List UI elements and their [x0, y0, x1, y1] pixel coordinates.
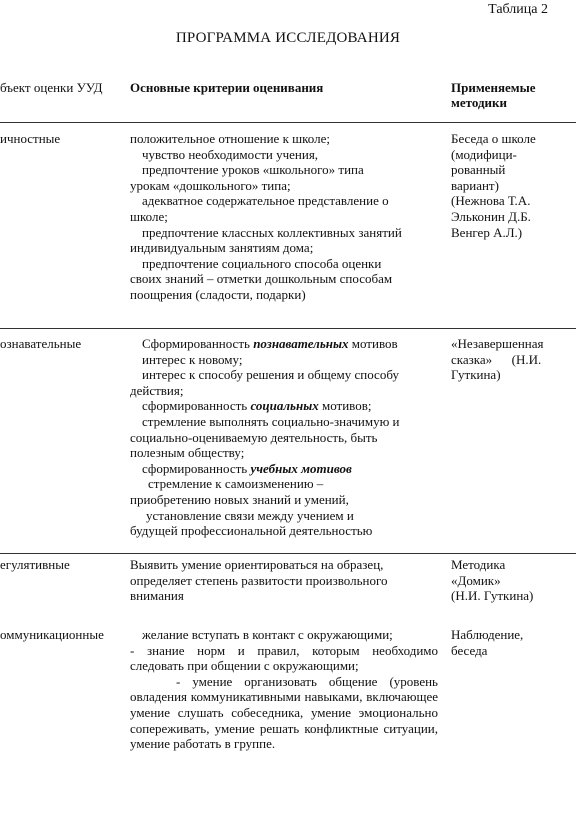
row-3-methods [451, 557, 569, 604]
row-1-criteria-line: чувство необходимости учения, [142, 146, 319, 162]
table-caption: Таблица 2 [488, 2, 548, 17]
row-1-methods-line: Венгер А.Л.) [451, 224, 523, 240]
row-2-criteria-line: полезным обществу; [130, 445, 245, 461]
row-2-criteria-line: стремление выполнять социально-значимую и [142, 413, 400, 429]
row-2-criteria-line: установление связи между учением и [146, 507, 354, 523]
row-1-methods-line: (Нежнова Т.А. [451, 193, 531, 209]
row-1-methods-line: вариант) [451, 177, 499, 193]
row-2-text: сформированность [142, 460, 251, 476]
row-divider [0, 328, 576, 329]
row-2-text: сформированность [142, 398, 251, 414]
row-2-text: мотивов [348, 336, 398, 351]
row-1-methods-line: Беседа о школе [451, 131, 536, 146]
header-criteria: Основные критерии оценивания [130, 80, 324, 95]
row-2-methods-line: «Незавершенная [451, 336, 544, 351]
row-3-criteria-line: внимания [130, 588, 184, 604]
row-1-criteria-line: адекватное содержательное представление о [142, 193, 389, 209]
row-1-criteria-line: предпочтение уроков «школьного» типа [142, 162, 364, 178]
header-methods [451, 80, 571, 110]
row-2-emphasis: социальных [250, 398, 319, 414]
row-2-object: ознавательные [0, 336, 82, 351]
row-1-criteria-line: индивидуальным занятиям дома; [130, 240, 314, 256]
row-1-criteria-line: предпочтение классных коллективных занятий [142, 224, 402, 240]
row-2-text: мотивов; [318, 398, 372, 414]
row-3-methods-line: «Домик» [451, 572, 501, 588]
row-1-criteria-line: школе; [130, 208, 168, 224]
row-3-object: егулятивные [0, 557, 70, 572]
row-2-methods-line: сказка» (Н.И. [451, 351, 542, 367]
row-4-methods [451, 627, 569, 658]
row-1-methods-line: рованный [451, 162, 506, 178]
row-divider [0, 553, 576, 554]
row-2-criteria-line: интерес к способу решения и общему способу [142, 367, 399, 383]
row-1-object: ичностные [0, 131, 61, 146]
row-3-criteria [130, 557, 438, 604]
row-2-emphasis: учебных мотивов [250, 460, 352, 476]
row-4-criteria [130, 627, 438, 752]
row-2-criteria-line: будущей профессиональной деятельностью [130, 523, 373, 539]
row-2-criteria-line: приобретению новых знаний и умений, [130, 491, 349, 507]
row-2-methods [451, 336, 569, 383]
header-methods-line-2: методики [451, 95, 508, 110]
row-1-criteria-line: урокам «дошкольного» типа; [130, 177, 291, 193]
page-title: ПРОГРАММА ИССЛЕДОВАНИЯ [175, 30, 401, 46]
row-1-criteria-line: своих знаний – отметки дошкольным способам [130, 271, 393, 287]
row-4-criteria-line: - знание норм и правил, которым необходимо следовать при общении с окружающими; [130, 642, 438, 674]
row-1-criteria-line: предпочтение социального способа оценки [142, 255, 382, 271]
header-object: бъект оценки УУД [0, 80, 103, 95]
row-3-methods-line: Методика [451, 557, 506, 572]
row-1-criteria-line: поощрения (сладости, подарки) [130, 286, 306, 302]
row-4-criteria-line: желание вступать в контакт с окружающими; [142, 627, 393, 642]
row-2-criteria-line: стремление к самоизменению – [148, 476, 324, 492]
row-2-text: Сформированность [142, 336, 254, 351]
row-1-criteria-line: положительное отношение к школе; [130, 131, 331, 146]
row-3-criteria-line: Выявить умение ориентироваться на образец, [130, 557, 384, 572]
row-3-methods-line: (Н.И. Гуткина) [451, 588, 534, 604]
row-2-criteria-line: социально-оцениваемую деятельность, быть [130, 429, 378, 445]
row-4-object: оммуникационные [0, 627, 104, 642]
row-4-methods-line: беседа [451, 642, 488, 658]
row-1-criteria [130, 131, 438, 303]
row-1-methods-line: Эльконин Д.Б. [451, 208, 531, 224]
row-2-criteria-line: действия; [130, 382, 184, 398]
row-1-methods-line: (модифици- [451, 146, 517, 162]
header-methods-line-1: Применяемые [451, 80, 536, 95]
header-divider [0, 122, 576, 123]
row-3-criteria-line: определяет степень развитости произвольного [130, 572, 388, 588]
row-2-emphasis: познавательных [253, 336, 349, 351]
row-2-methods-line: Гуткина) [451, 367, 501, 383]
row-2-criteria [130, 336, 438, 539]
row-1-methods [451, 131, 569, 240]
row-4-criteria-line: - умение организовать общение (уровень овладения коммуникативными навыками, включающее умение слушать собеседника, умение эмоционально сопереживать, умение решать конфликтные ситуации, умение работать в группе. [130, 673, 438, 752]
row-4-methods-line: Наблюдение, [451, 627, 524, 642]
row-2-criteria-line: интерес к новому; [142, 351, 243, 367]
